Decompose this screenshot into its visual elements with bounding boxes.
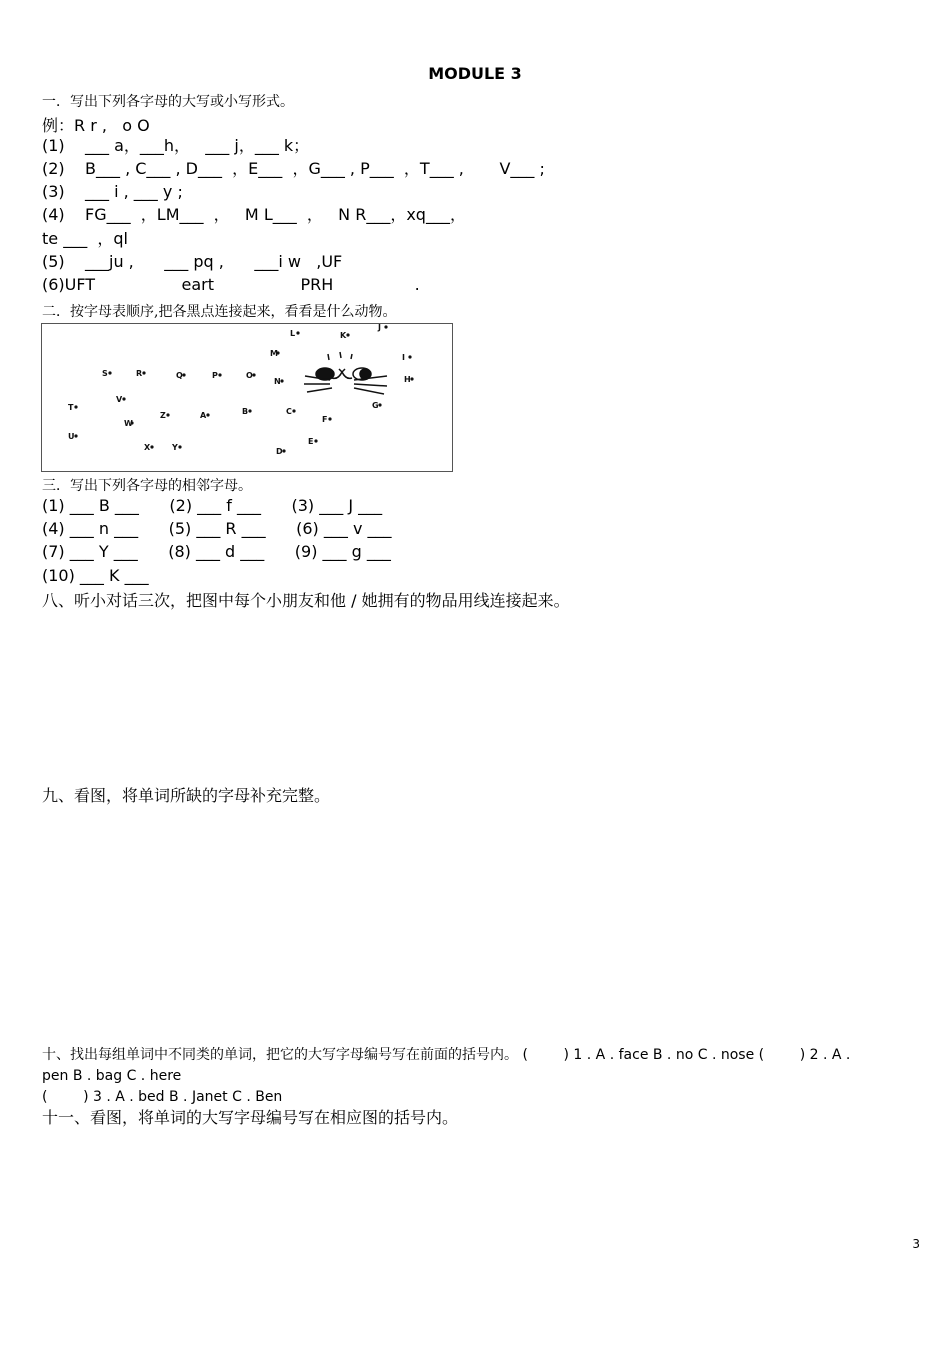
section10-line: ( ) 3 . A . bed B . Janet C . Ben: [42, 1089, 283, 1105]
dot-point: [206, 413, 209, 416]
dot-point: [248, 409, 251, 412]
section2-heading: 二．按字母表顺序,把各黑点连接起来，看看是什么动物。: [42, 304, 397, 320]
dot-point: [182, 373, 185, 376]
dot-label: A: [200, 411, 207, 420]
exercise-line: (1) ___ B ___ (2) ___ f ___ (3) ___ J ___: [42, 496, 383, 515]
dot-label: O: [246, 371, 253, 380]
dot-label: H: [404, 375, 411, 384]
dot-label: T: [68, 403, 74, 412]
example-line: 例：R r , o O: [42, 116, 150, 135]
page-title: MODULE 3: [428, 64, 522, 83]
dot-label: Y: [172, 443, 178, 452]
section10-line: 十、找出每组单词中不同类的单词，把它的大写字母编号写在前面的括号内。 ( ) 1 . A . face B . no C . nose ( ) 2 . A .: [42, 1047, 851, 1063]
dot-label: X: [144, 443, 151, 452]
dot-label: W: [124, 419, 133, 428]
dot-point: [166, 413, 169, 416]
dot-label: V: [116, 395, 123, 404]
dot-label: C: [286, 407, 292, 416]
dot-point: [74, 434, 77, 437]
exercise-line: (6)UFT eart PRH .: [42, 275, 420, 294]
dot-point: [296, 331, 299, 334]
dot-label: G: [372, 401, 379, 410]
exercise-line: (10) ___ K ___: [42, 566, 149, 585]
dot-label: Q: [176, 371, 183, 380]
dot-point: [252, 373, 255, 376]
dot-point: [384, 325, 387, 328]
dot-point: [142, 371, 145, 374]
dot-label: K: [340, 331, 347, 340]
dot-label: Z: [160, 411, 166, 420]
dot-point: [74, 405, 77, 408]
section3-heading: 三．写出下列各字母的相邻字母。: [42, 478, 252, 494]
dot-label: R: [136, 369, 143, 378]
exercise-line: te ___ ，ql: [42, 229, 128, 248]
dot-label: B: [242, 407, 249, 416]
dot-label: D: [276, 447, 283, 456]
exercise-line: (7) ___ Y ___ (8) ___ d ___ (9) ___ g ___: [42, 542, 391, 561]
dot-label: P: [212, 371, 218, 380]
exercise-line: (5) ___ju , ___ pq , ___i w ,UF: [42, 252, 343, 271]
dot-point: [292, 409, 295, 412]
dot-point: [378, 403, 381, 406]
page-number: 3: [912, 1237, 920, 1251]
dot-label: I: [402, 353, 405, 362]
dot-label: M: [270, 349, 278, 358]
section11-heading: 十一、看图，将单词的大写字母编号写在相应图的括号内。: [42, 1108, 459, 1127]
dot-point: [328, 417, 331, 420]
dot-label: N: [274, 377, 281, 386]
dot-label: L: [290, 329, 296, 338]
dot-point: [150, 445, 153, 448]
dot-point: [178, 445, 181, 448]
dot-point: [108, 371, 111, 374]
dot-label: S: [102, 369, 108, 378]
exercise-line: (3) ___ i , ___ y ;: [42, 182, 183, 201]
dot-point: [280, 379, 283, 382]
cat-dot-picture: [42, 324, 452, 471]
dot-point: [314, 439, 317, 442]
exercise-line: (4) FG___ ，LM___ ， M L___ ， N R___，xq___，: [42, 205, 466, 224]
dot-point: [218, 373, 221, 376]
section8-heading: 八、听小对话三次，把图中每个小朋友和他 / 她拥有的物品用线连接起来。: [42, 591, 570, 610]
cat-face-icon: [304, 352, 387, 394]
dot-label: F: [322, 415, 328, 424]
exercise-line: (2) B___ , C___ , D___ ，E___ ，G___ , P___ ，T___ , V___ ;: [42, 159, 545, 178]
dot-label: J: [378, 324, 381, 332]
dot-point: [122, 397, 125, 400]
exercise-line: (4) ___ n ___ (5) ___ R ___ (6) ___ v ___: [42, 519, 392, 538]
dot-point: [282, 449, 285, 452]
dot-label: U: [68, 432, 75, 441]
dot-point: [410, 377, 413, 380]
section9-heading: 九、看图，将单词所缺的字母补充完整。: [42, 786, 331, 805]
dot-point: [408, 355, 411, 358]
section10-line: pen B . bag C . here: [42, 1068, 182, 1084]
dot-label: E: [308, 437, 314, 446]
section1-heading: 一．写出下列各字母的大写或小写形式。: [42, 94, 294, 110]
exercise-line: (1) ___ a，___h， ___ j，___ k；: [42, 136, 310, 155]
dot-to-dot-puzzle: [41, 323, 453, 472]
dot-point: [346, 333, 349, 336]
